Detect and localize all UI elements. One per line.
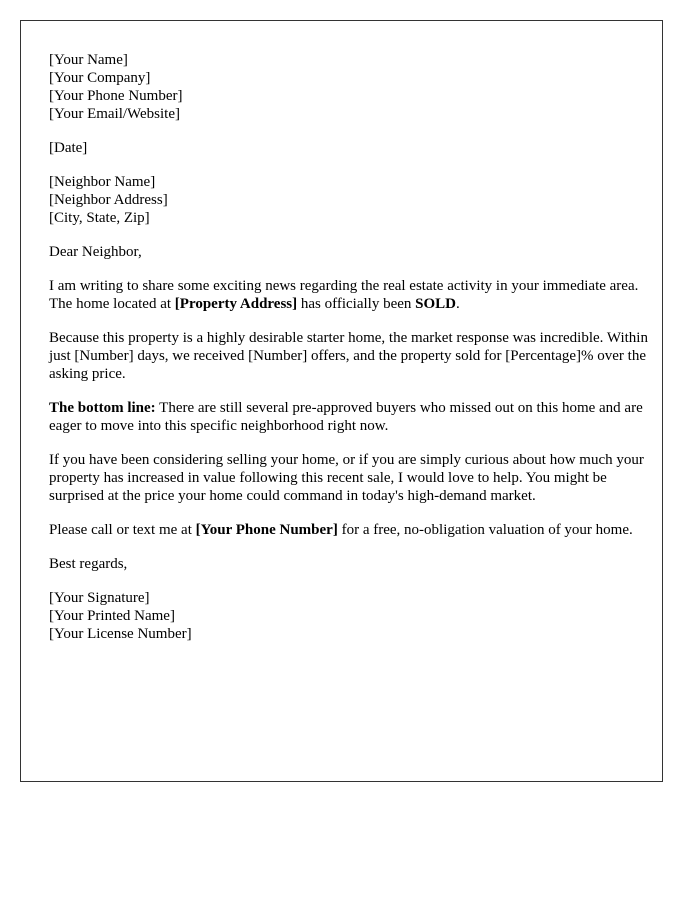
sold-label: SOLD — [415, 296, 457, 312]
text: . — [456, 296, 460, 312]
sender-email: [Your Email/Website] — [49, 106, 181, 122]
paragraph-bottom-line — [49, 399, 649, 435]
recipient-block — [49, 173, 649, 227]
paragraph-market: Because this property is a highly desirable starter home, the market response was incredible. Within just [Number] days, we received [Number] offers, and the property sold for [Percentage]% over the asking price. — [49, 330, 648, 382]
phone-number: [Your Phone Number] — [195, 522, 338, 538]
text: has officially been — [297, 296, 416, 312]
sender-phone: [Your Phone Number] — [49, 88, 183, 104]
sender-name: [Your Name] — [49, 52, 128, 68]
recipient-address: [Neighbor Address] — [49, 192, 168, 208]
text: for a free, no-obligation valuation of your home. — [337, 522, 633, 538]
bottom-line-label: The bottom line: — [49, 400, 156, 416]
printed-name: [Your Printed Name] — [49, 608, 175, 624]
recipient-city: [City, State, Zip] — [49, 210, 150, 226]
salutation: Dear Neighbor, — [49, 244, 142, 260]
text: I am writing to share some exciting news regarding the real estate activity in your immediate area. The home located at — [49, 278, 639, 312]
date: [Date] — [49, 140, 88, 156]
paragraph-cta — [49, 521, 649, 539]
letter-page — [20, 20, 663, 782]
signature-block — [49, 589, 649, 643]
property-address: [Property Address] — [174, 296, 298, 312]
paragraph-news — [49, 277, 649, 313]
recipient-name: [Neighbor Name] — [49, 174, 156, 190]
signature: [Your Signature] — [49, 590, 150, 606]
sender-block — [49, 51, 649, 123]
license-number: [Your License Number] — [49, 626, 192, 642]
text: Please call or text me at — [49, 522, 196, 538]
paragraph-offer: If you have been considering selling your home, or if you are simply curious about how much your property has increased in value following this recent sale, I would love to help. You might be surprised at the price your home could command in today's high-demand market. — [49, 452, 644, 504]
sender-company: [Your Company] — [49, 70, 151, 86]
closing: Best regards, — [49, 556, 128, 572]
text: There are still several pre-approved buyers who missed out on this home and are eager to move into this specific neighborhood right now. — [49, 400, 643, 434]
